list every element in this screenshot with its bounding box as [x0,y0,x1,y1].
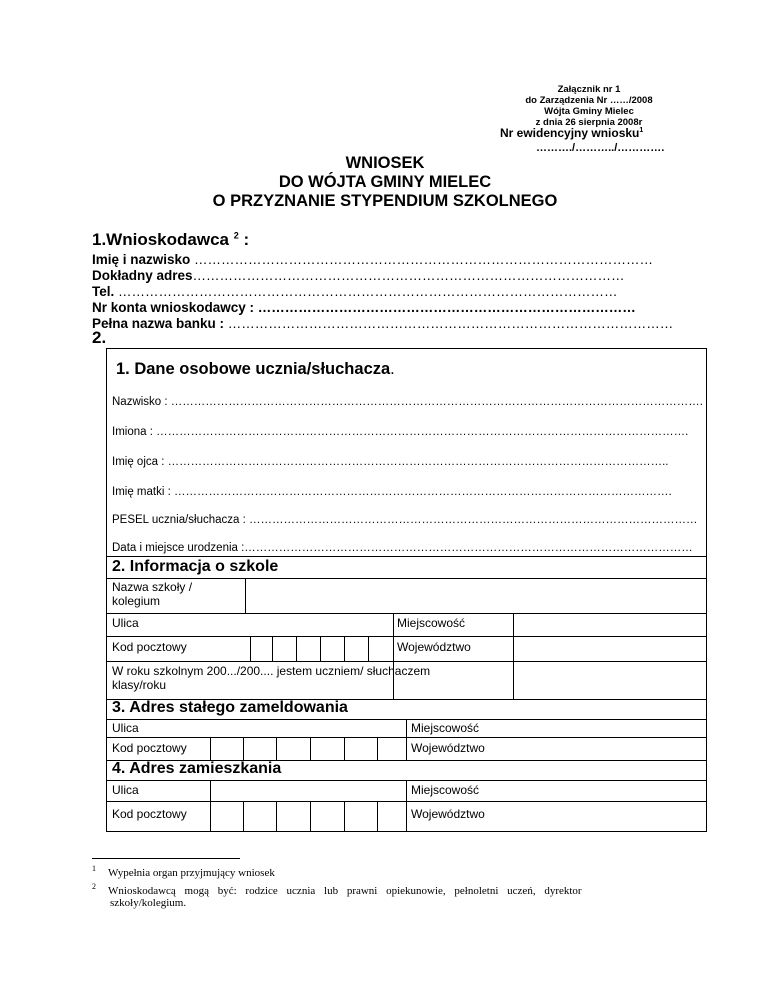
annex-line: z dnia 26 sierpnia 2008r [535,117,643,128]
divider [406,780,407,832]
postal-box[interactable] [310,801,311,832]
title-line: WNIOSEK [345,154,425,172]
registered-voivodeship-label: Województwo [411,741,485,755]
residence-voivodeship-label: Województwo [411,807,485,821]
applicant-heading-text: 1.Wnioskodawca [92,230,229,249]
registration-number-text: Nr ewidencyjny wniosku [500,126,640,140]
postal-box[interactable] [210,737,211,760]
residence-street-label: Ulica [112,783,139,797]
postal-box[interactable] [344,801,345,832]
postal-box[interactable] [344,636,345,661]
divider [106,737,707,738]
footnote-ref: 2 [233,230,239,241]
residence-city-label: Miejscowość [411,783,480,797]
postal-box[interactable] [272,636,273,661]
label-line: klasy/roku [112,678,167,692]
registration-number-label [500,126,643,140]
footnote-1 [92,864,275,879]
school-voivodeship-label: Województwo [397,640,471,654]
applicant-name-field[interactable] [92,252,653,267]
postal-box[interactable] [296,636,297,661]
footnote-text: Wnioskodawcą mogą być: rodzice ucznia lub prawni opiekunowie, pełnoletni uczeń, dyrektor [108,884,582,897]
applicant-account-field[interactable] [92,300,636,315]
annex-line: Wójta Gminy Mielec [544,106,634,117]
footnote-2 [92,882,652,909]
postal-box[interactable] [250,636,251,661]
postal-box[interactable] [377,801,378,832]
father-name-field[interactable]: Imię ojca : ………………………………………………………………………………………………………………….. [112,456,669,468]
birth-date-place-field[interactable]: Data i miejsce urodzenia :……………………………………………………………………………………………………… [112,542,693,554]
applicant-address-field[interactable] [92,268,625,283]
postal-box[interactable] [243,737,244,760]
document-title [150,154,620,211]
postal-box[interactable] [377,737,378,760]
footnote-ref: 1 [639,127,644,134]
label-line: kolegium [112,594,161,608]
applicant-heading [92,230,249,250]
postal-box[interactable] [276,737,277,760]
registered-street-label: Ulica [112,721,139,735]
title-line: O PRZYZNANIE STYPENDIUM SZKOLNEGO [212,192,558,210]
annex-line: Załącznik nr 1 [557,84,621,95]
postal-box[interactable] [276,801,277,832]
footnote-text: szkoły/kolegium. [110,896,187,909]
section-2-label: 2. [92,328,107,347]
postal-box[interactable] [320,636,321,661]
field-label: Dokładny adres [92,268,193,283]
postal-box[interactable] [310,737,311,760]
applicant-phone-field[interactable] [92,284,618,299]
divider [106,613,707,614]
school-street-label: Ulica [112,616,139,630]
label-line: Nazwa szkoły / [112,580,193,594]
personal-data-heading [116,360,395,379]
field-dots: ……………………………………………………………………………………… [227,316,674,331]
divider [106,578,707,579]
school-heading: 2. Informacja o szkole [112,558,279,575]
personal-data-heading-text: 1. Dane osobowe ucznia/słuchacza [116,360,391,378]
footnote-text: Wypełnia organ przyjmujący wniosek [108,866,275,879]
field-dots: ………………………………………………………………………… [257,300,636,315]
applicant-bank-field[interactable] [92,316,673,331]
registered-city-label: Miejscowość [411,721,480,735]
field-dots: ………………………………………………………………………………………… [190,252,654,267]
footnote-rule [92,858,240,859]
registered-postal-label: Kod pocztowy [112,741,187,755]
surname-field[interactable]: Nazwisko : …………………………………………………………………………………………………………………………. [112,396,703,408]
divider [106,801,707,802]
registered-address-heading: 3. Adres stałego zameldowania [112,699,348,716]
postal-box[interactable] [243,801,244,832]
divider [210,780,211,832]
label-line: W roku szkolnym 200.../200.... jestem uczniem/ słuchaczem [112,664,431,678]
footnote-number: 1 [92,864,96,873]
field-label: Pełna nazwa banku : [92,316,228,331]
divider [106,556,707,557]
divider [106,661,707,662]
field-label: Imię i nazwisko [92,252,191,267]
field-dots: …………………………………………………………………………………… [192,268,625,283]
heading-colon: : [238,230,250,249]
postal-box[interactable] [368,636,369,661]
divider [406,719,407,760]
school-name-label [112,580,192,608]
school-postal-label: Kod pocztowy [112,640,187,654]
school-city-label: Miejscowość [397,616,466,630]
field-dots: ………………………………………………………………………………………………… [114,284,618,299]
registration-number-field[interactable]: ………./………../…………. [536,142,665,154]
field-label: Nr konta wnioskodawcy : [92,300,258,315]
title-line: DO WÓJTA GMINY MIELEC [278,173,492,191]
first-names-field[interactable]: Imiona : …………………………………………………………………………………………………………………………. [112,426,689,438]
divider [245,578,246,613]
field-label: Tel. [92,284,115,299]
heading-dot: . [390,360,395,378]
annex-header [508,84,670,128]
footnote-number: 2 [92,882,96,891]
postal-box[interactable] [344,737,345,760]
pesel-field[interactable]: PESEL ucznia/słuchacza : ……………………………………………………………………………………………………… [112,514,698,526]
mother-name-field[interactable]: Imię matki : …………………………………………………………………………………………………………………. [112,486,672,498]
divider [513,613,514,699]
school-year-label [112,664,430,692]
annex-line: do Zarządzenia Nr ……/2008 [525,95,653,106]
residence-address-heading: 4. Adres zamieszkania [112,760,282,777]
residence-postal-label: Kod pocztowy [112,807,187,821]
divider [106,636,707,637]
